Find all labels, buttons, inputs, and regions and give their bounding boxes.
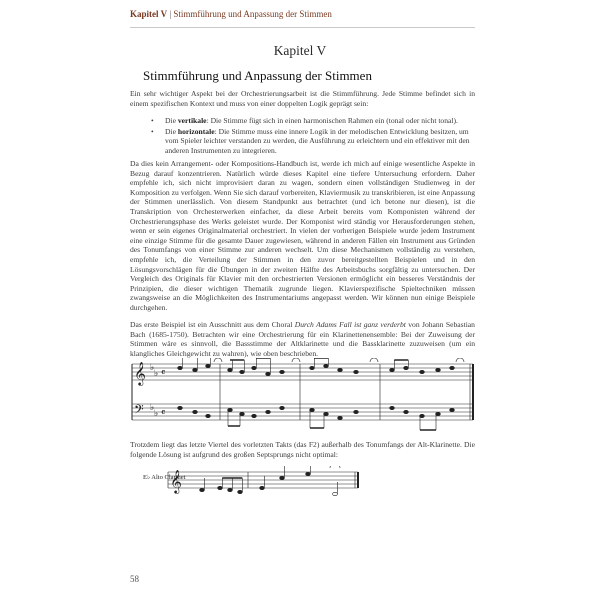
fermata-icon [330, 466, 340, 468]
running-head-separator: | [169, 9, 172, 19]
fermata-icon [214, 358, 464, 362]
bullet-pre: Die [165, 126, 176, 136]
bullet-text: : Die Stimme muss eine innere Logik in der melodischen Entwicklung besitzen, um vom Spieler leichter verstanden zu werden, die Ausführung zu erleichtern und ein effektiver mit den anderen Instrumenten zu integrieren. [165, 126, 470, 155]
bullet-list [130, 116, 475, 156]
instrument-label: E♭ Alto Clarinet [143, 474, 186, 481]
choral-score [130, 358, 475, 436]
running-head-title: Stimmführung und Anpassung der Stimmen [173, 9, 332, 19]
bass-clef-icon: 𝄢 [134, 402, 144, 420]
clarinet-score [130, 466, 360, 506]
time-signature [161, 368, 165, 419]
example-pre: Das erste Beispiel ist ein Ausschnitt aus dem Choral [130, 320, 293, 329]
key-signature [150, 363, 158, 419]
treble-clef-icon: 𝄞 [170, 469, 182, 493]
choral-title: Durch Adams Fall ist ganz verderbt [294, 320, 406, 329]
bullet-text: : Die Stimme fügt sich in einen harmonischen Rahmen ein (tonal oder nicht tonal). [206, 116, 458, 125]
bullet-term: vertikale [177, 116, 207, 125]
svg-text:𝄴: 𝄴 [161, 408, 166, 419]
svg-text:♭: ♭ [154, 409, 159, 419]
running-head-chapter: Kapitel V [130, 9, 168, 19]
body-paragraph: Da dies kein Arrangement- oder Kompositions-Handbuch ist, werde ich mich auf einige wesentliche Aspekte in Bezug darauf konzentrieren. Natürlich würde dieses Kapitel eine tiefere Untersuchung erfordern. Daher empfehle ich, sich nicht improvisiert daran zu wagen, sondern einen vollständigen Studienweg in der Komposition zu verfolgen. Wenn Sie sich darauf vorbereiten, Klaviermusik zu transkribieren, ist eine Anpassung der Stimmen unerlässlich. Von diesem Standpunkt aus betrachtet (und ich betone nur diesen), ist die Transkription von Orchesterwerken einfacher, da diese Arbeit bereits vom Komponisten während der Orchestrierungsphase des Werks geleistet wurde. Der Komponist wird ständig vor Herausforderungen stehen, wenn er sein eigenes Originalmaterial orchestriert. In vielen der vorherigen Beispiele wurde jedem Instrument eine einzige Stimme für die gesamte Dauer zugewiesen, während in anderen Fällen ein Instrument aus Gründen des Tonumfangs von einer Stimme zur anderen wechselt. Um diese Mechanismen vollständig zu verstehen, empfehle ich, die Verteilung der Stimmen in den zuvor bereitgestellten Beispielen und in den Lösungsvorschlägen für die Übungen in der zweiten Hälfte des Arbeitsbuchs sorgfältig zu untersuchen. Der Vergleich des Originals für Klavier mit den orchestrierten Versionen ermöglicht ein besseres Verständnis der Prinzipien, die dieser wichtigen Thematik zugrunde liegen. Klavierspezifische Spieltechniken müssen zwangsweise an die Möglichkeiten des Instrumentariums angepasst werden. Wir können nun einige Beispiele durchgehen. [130, 159, 475, 312]
treble-clef-icon: 𝄞 [134, 361, 146, 385]
bullet-term: horizontale [177, 126, 215, 136]
example-post: von Johann Sebastian Bach (1685-1750). Betrachten wir eine Orchestrierung für ein Klarinettenensemble: Bei der Zuweisung der Stimmen wäre es sinnvoll, die Bassstimme der Altklarinette und die Bassklarinette zuzuweisen (um ein klangliches Gleichgewicht zu wahren), wie oben beschrieben. [130, 320, 475, 358]
clarinet-notes [200, 466, 338, 496]
after-score-paragraph: Trotzdem liegt das letzte Viertel des vorletzten Takts (das F2) außerhalb des Tonumfangs der Alt-Klarinette. Die folgende Lösung ist aufgrund des großen Septsprungs nicht optimal: [130, 440, 475, 459]
svg-text:♭: ♭ [154, 369, 159, 379]
chapter-heading: Kapitel V [273, 43, 327, 58]
section-title: Stimmführung und Anpassung der Stimmen [143, 68, 372, 83]
example-paragraph [130, 320, 475, 358]
intro-paragraph: Ein sehr wichtiger Aspekt bei der Orchestrierungsarbeit ist die Stimmführung. Jede Stimme befindet sich in einem spezifischen Kontext und muss von einer doppelten Logik geprägt sein: [130, 89, 475, 108]
score-notes [178, 358, 455, 420]
bullet-icon: • [151, 116, 154, 125]
header-rule [130, 27, 475, 28]
list-item [130, 116, 475, 126]
svg-text:♭: ♭ [150, 363, 155, 373]
list-item [130, 127, 475, 156]
svg-text:♭: ♭ [150, 403, 155, 413]
bullet-pre: Die [165, 116, 176, 125]
page-number: 58 [130, 574, 139, 584]
bullet-icon: • [151, 126, 154, 136]
running-head [130, 9, 332, 19]
svg-text:𝄴: 𝄴 [161, 368, 166, 379]
